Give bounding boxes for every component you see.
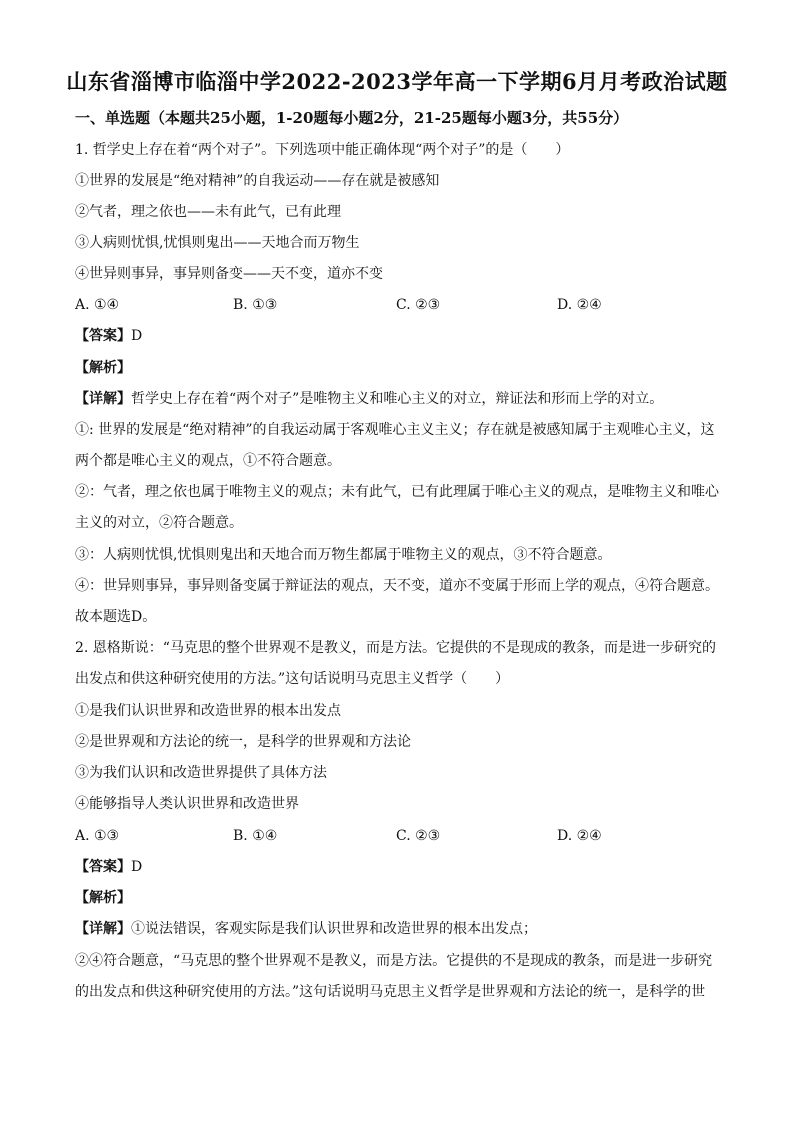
- q1-detail-line-6: ③：人病则忧惧,忧惧则鬼出和天地合而万物生都属于唯物主义的观点，③不符合题意。: [75, 547, 612, 563]
- q1-option-b: B. ①③: [233, 297, 278, 313]
- q2-stem-line-2: 出发点和供这种研究使用的方法。”这句话说明马克思主义哲学（ ）: [75, 671, 510, 687]
- q1-detail-line-2: ①: 世界的发展是“绝对精神”的自我运动属于客观唯心主义主义；存在就是被感知属于主观唯心主义，这: [75, 422, 715, 438]
- q1-item-2: ②气者，理之依也——未有此气，已有此理: [75, 204, 341, 220]
- q2-item-2: ②是世界观和方法论的统一，是科学的世界观和方法论: [75, 734, 411, 750]
- q1-detail-line-3: 两个都是唯心主义的观点，①不符合题意。: [75, 453, 341, 469]
- q1-item-1: ①世界的发展是“绝对精神”的自我运动——存在就是被感知: [75, 173, 440, 189]
- q2-item-1: ①是我们认识世界和改造世界的根本出发点: [75, 703, 341, 719]
- q1-analysis-tag: 【解析】: [75, 360, 131, 376]
- q1-detail-line-1: [75, 389, 663, 409]
- q2-option-d: D. ②④: [557, 828, 602, 844]
- q2-detail-text-1: ①说法错误，客观实际是我们认识世界和改造世界的根本出发点；: [131, 921, 537, 937]
- q1-detail-line-7: ④：世异则事异，事异则备变属于辩证法的观点，天不变，道亦不变属于形而上学的观点，④符合题意。: [75, 578, 719, 594]
- q1-item-3: ③人病则忧惧,忧惧则鬼出——天地合而万物生: [75, 235, 360, 251]
- q2-detail-tag: 【详解】: [75, 921, 131, 937]
- q2-detail-line-2: ②④符合题意，“马克思的整个世界观不是教义，而是方法。它提供的不是现成的教条，而是进一步研究: [75, 953, 713, 969]
- q2-detail-line-1: [75, 919, 537, 939]
- q1-answer-tag: 【答案】: [75, 328, 131, 344]
- q2-option-c: C. ②③: [396, 828, 441, 844]
- q1-option-c: C. ②③: [396, 297, 441, 313]
- section-heading: 一、单选题（本题共25小题，1-20题每小题2分，21-25题每小题3分，共55分）: [75, 109, 629, 127]
- q1-detail-line-4: ②：气者，理之依也属于唯物主义的观点；未有此气，已有此理属于唯心主义的观点，是唯物主义和唯心: [75, 484, 719, 500]
- q2-answer: [75, 857, 142, 877]
- q2-answer-tag: 【答案】: [75, 859, 131, 875]
- q1-detail-text-1: 哲学史上存在着“两个对子”是唯物主义和唯心主义的对立，辩证法和形而上学的对立。: [131, 391, 664, 407]
- q1-answer-value: D: [131, 328, 143, 344]
- q2-option-b: B. ①④: [233, 828, 278, 844]
- q2-detail-line-3: 的出发点和供这种研究使用的方法。”这句话说明马克思主义哲学是世界观和方法论的统一，是科学的世: [75, 984, 706, 1000]
- q2-item-3: ③为我们认识和改造世界提供了具体方法: [75, 765, 327, 781]
- q1-option-d: D. ②④: [557, 297, 602, 313]
- q1-detail-tag: 【详解】: [75, 391, 131, 407]
- q1-item-4: ④世异则事异，事异则备变——天不变，道亦不变: [75, 266, 383, 282]
- q2-analysis-tag: 【解析】: [75, 890, 131, 906]
- q1-detail-line-8: 故本题选D。: [75, 609, 157, 625]
- q1-option-a: A. ①④: [75, 297, 120, 313]
- page-title: 山东省淄博市临淄中学2022-2023学年高一下学期6月月考政治试题: [66, 69, 728, 94]
- q1-answer: [75, 326, 142, 346]
- q2-stem-line-1: 2. 恩格斯说：“马克思的整个世界观不是教义，而是方法。它提供的不是现成的教条，而是进一步研究的: [75, 640, 716, 656]
- q2-item-4: ④能够指导人类认识世界和改造世界: [75, 796, 299, 812]
- q1-detail-line-5: 主义的对立，②符合题意。: [75, 515, 243, 531]
- q1-stem: 1. 哲学史上存在着“两个对子”。下列选项中能正确体现“两个对子”的是（ ）: [75, 142, 570, 158]
- q2-answer-value: D: [131, 859, 143, 875]
- q2-option-a: A. ①③: [75, 828, 120, 844]
